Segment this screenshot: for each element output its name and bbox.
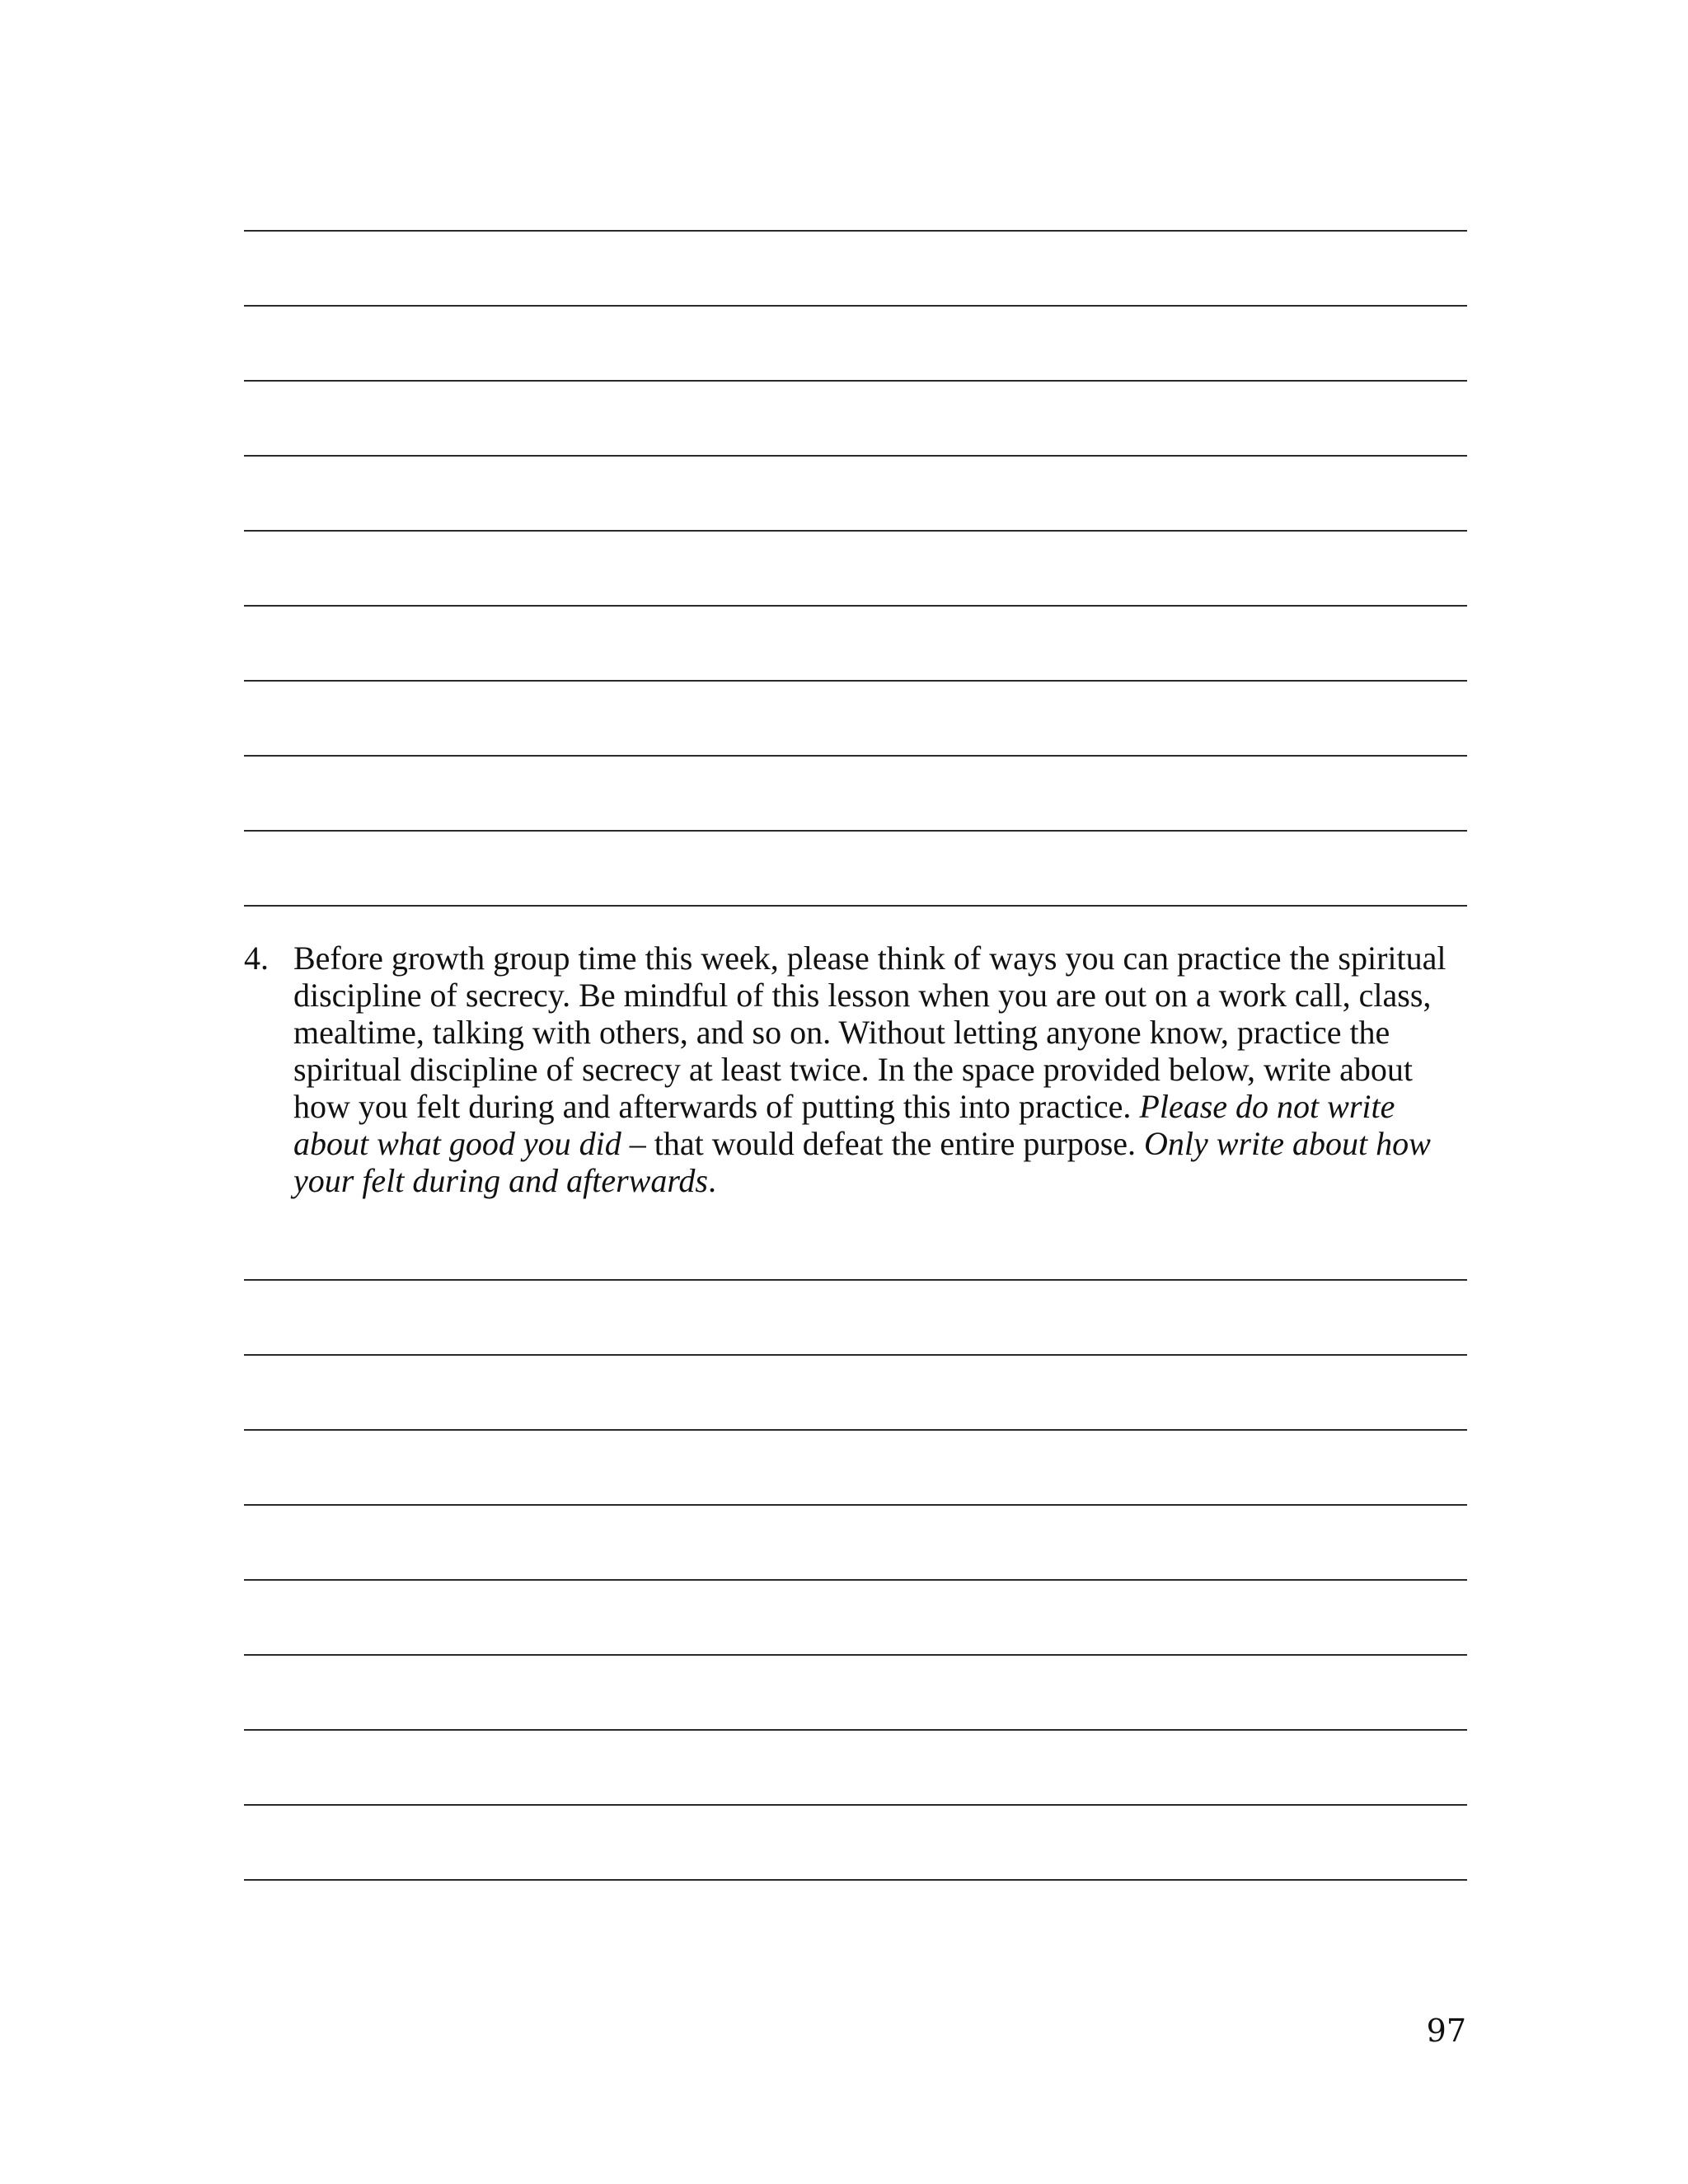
writing-line[interactable] xyxy=(244,680,1467,682)
writing-line[interactable] xyxy=(244,905,1467,907)
writing-line[interactable] xyxy=(244,1654,1467,1656)
question-text-segment: Before growth group time this week, please think of ways you can practice the spiritual discipline of secrecy. Be mindful of this lesson when you are out on a work call, class, mealtime, talking with others, and so on. Without letting anyone know, practice the spiritual discipline of secrecy at least twice. In the space provided below, write about how you felt during and afterwards of putting this into practice. xyxy=(293,940,1447,1125)
writing-line[interactable] xyxy=(244,230,1467,232)
writing-line[interactable] xyxy=(244,1729,1467,1731)
writing-line[interactable] xyxy=(244,530,1467,532)
writing-line[interactable] xyxy=(244,1354,1467,1356)
writing-line[interactable] xyxy=(244,305,1467,307)
question-text-segment: . xyxy=(707,1162,716,1199)
writing-line[interactable] xyxy=(244,1504,1467,1506)
question-text-segment: – that would defeat the entire purpose. xyxy=(621,1125,1145,1162)
writing-line[interactable] xyxy=(244,455,1467,457)
writing-line[interactable] xyxy=(244,1804,1467,1806)
writing-line[interactable] xyxy=(244,1429,1467,1431)
writing-line[interactable] xyxy=(244,1279,1467,1281)
writing-line[interactable] xyxy=(244,755,1467,757)
writing-line[interactable] xyxy=(244,1579,1467,1581)
question-number: 4. xyxy=(244,940,269,977)
writing-line[interactable] xyxy=(244,605,1467,607)
question-text-segment-italic: Only write about how your felt during and afterwards xyxy=(293,1125,1431,1199)
question-text-segment-italic: Please do not write about what good you did xyxy=(293,1088,1395,1162)
question-4 xyxy=(244,940,1469,1199)
writing-line[interactable] xyxy=(244,380,1467,382)
writing-line[interactable] xyxy=(244,830,1467,832)
writing-line[interactable] xyxy=(244,1879,1467,1881)
question-text xyxy=(293,940,1469,1199)
page-number: 97 xyxy=(1426,2013,1466,2049)
